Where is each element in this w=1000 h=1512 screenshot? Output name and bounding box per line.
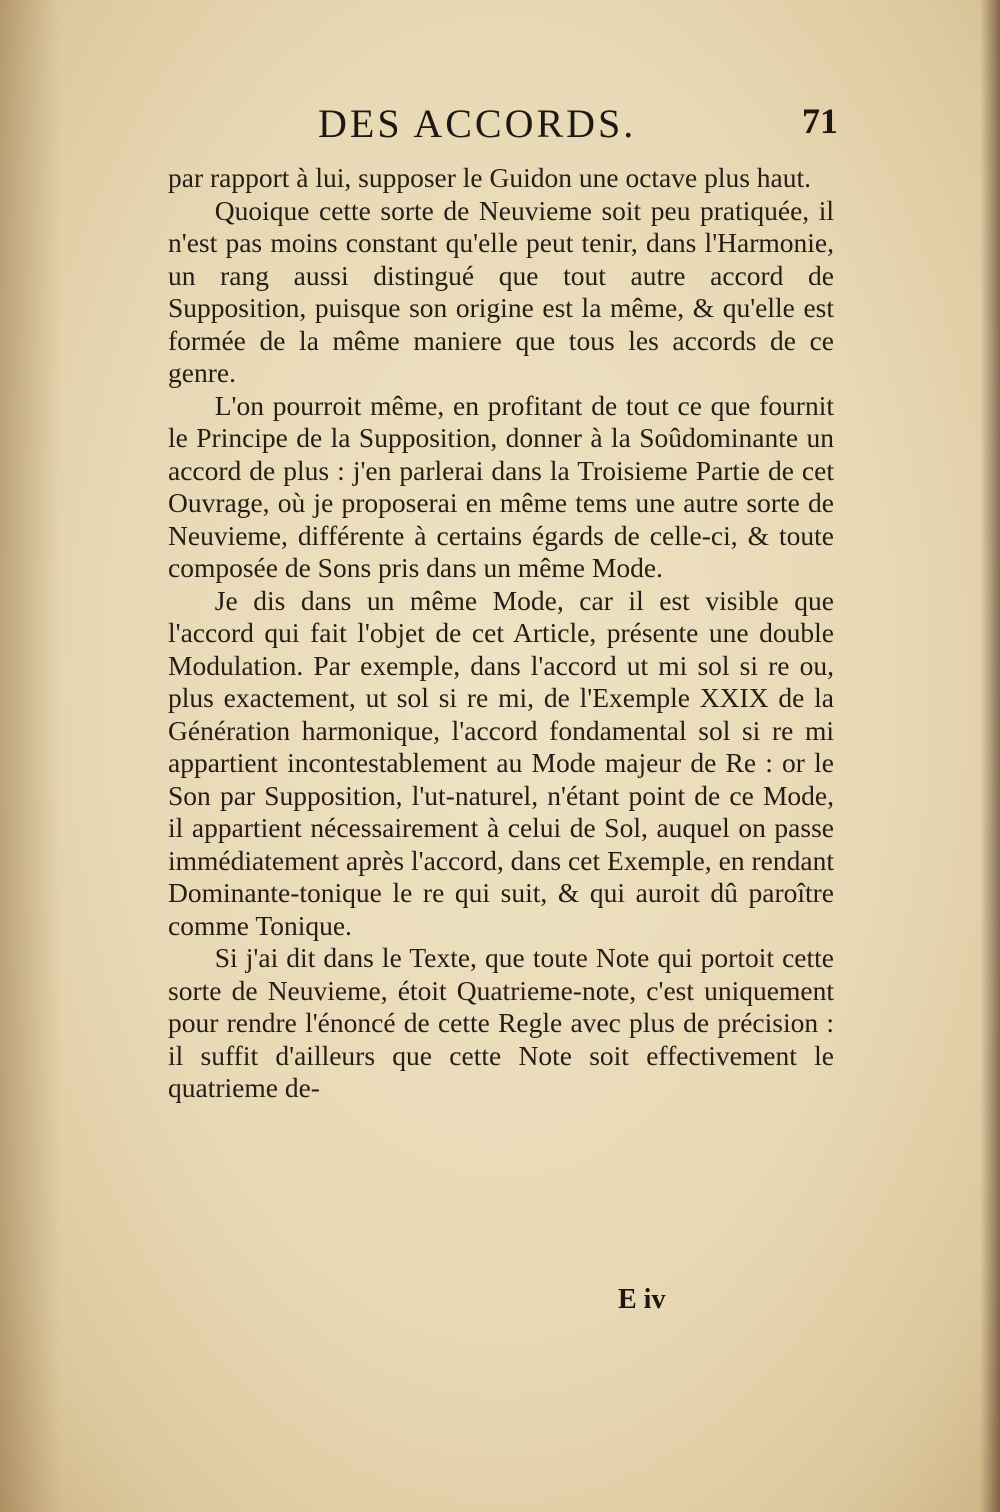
running-head-title: DES ACCORDS. <box>318 101 637 146</box>
running-head <box>168 100 838 150</box>
paragraph-4: Je dis dans un même Mode, car il est visible que l'accord qui fait l'objet de cet Article, présente une double Modulation. Par exemple, dans l'accord ut mi sol si re ou, plus exactement, ut sol si re mi, de l'Exemple XXIX de la Génération harmonique, l'accord fondamental sol si re mi appartient incontestablement au Mode majeur de Re : or le Son par Supposition, l'ut-naturel, n'étant point de ce Mode, il appartient nécessairement à celui de Sol, auquel on passe immédiatement après l'accord, dans cet Exemple, en rendant Dominante-tonique le re qui suit, & qui auroit dû paroître comme Tonique. <box>168 584 834 941</box>
paragraph-1: par rapport à lui, supposer le Guidon une octave plus haut. <box>168 162 812 193</box>
body-text <box>168 162 834 1105</box>
signature-mark: E iv <box>618 1284 666 1315</box>
paragraph-5: Si j'ai dit dans le Texte, que toute Note qui portoit cette sorte de Neuvieme, étoit Quatrieme-note, c'est uniquement pour rendre l'énoncé de cette Regle avec plus de précision : il suffit d'ailleurs que cette Note soit effectivement le quatrieme de- <box>168 942 834 1103</box>
paragraph-3: L'on pourroit même, en profitant de tout ce que fournit le Principe de la Supposition, donner à la Soûdominante un accord de plus : j'en parlerai dans la Troisieme Partie de cet Ouvrage, où je proposerai en même tems une autre sorte de Neuvieme, différente à certains égards de celle-ci, & toute composée de Sons pris dans un même Mode. <box>168 389 834 583</box>
page-number: 71 <box>802 101 838 141</box>
paragraph-2: Quoique cette sorte de Neuvieme soit peu pratiquée, il n'est pas moins constant qu'elle peut tenir, dans l'Harmonie, un rang aussi distingué que tout autre accord de Supposition, puisque son origine est la même, & qu'elle est formée de la même maniere que tous les accords de ce genre. <box>168 194 834 388</box>
